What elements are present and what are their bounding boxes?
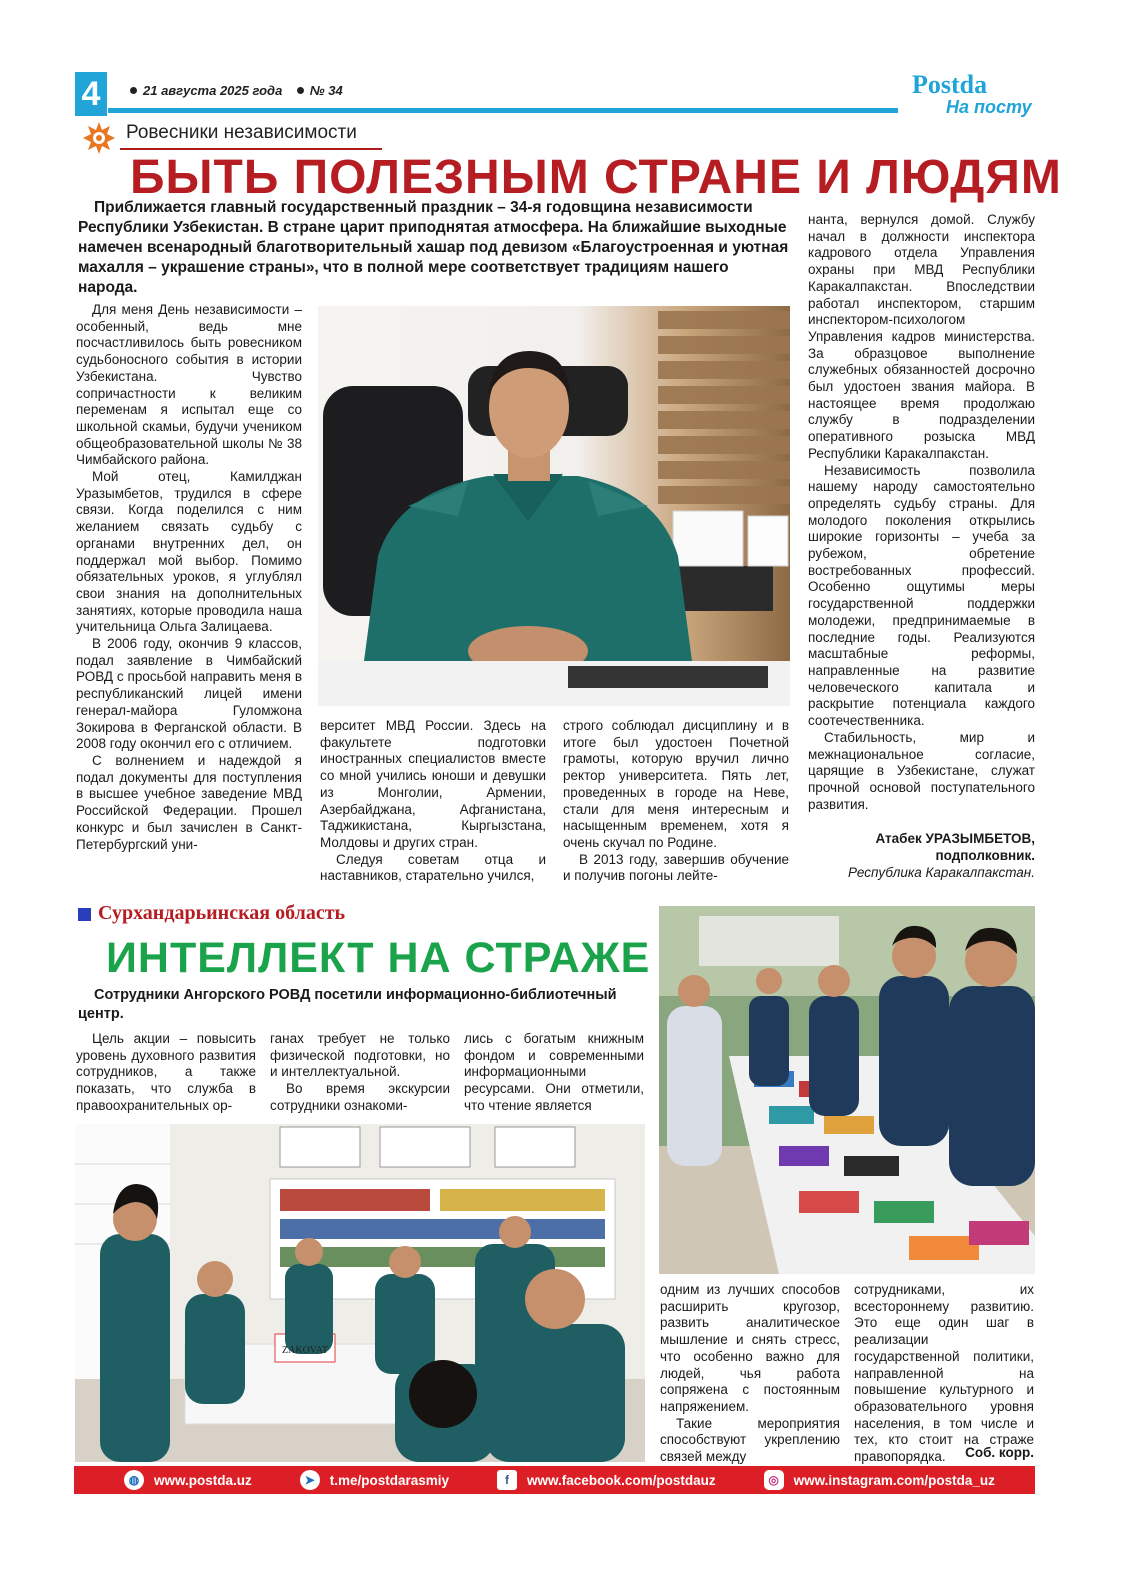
library-meeting-photo [75,1124,645,1462]
book-exhibition-photo [659,906,1035,1274]
paragraph: Для меня День независимости – особенный, ведь мне посчастливилось быть ровесником судьбоносного события в истории Узбекистана. Чувство сопричастности к великим переменам я испытал еще со школьной скамьи, будучи учеником общеобразовательной школы № 38 Чимбайского района. [76,302,302,468]
globe-icon: ◍ [124,1470,144,1490]
issue-info [130,83,343,98]
article1-signature [808,830,1035,881]
article1-column-4 [808,212,1035,813]
author-region: Республика Каракалпакстан. [847,865,1035,880]
footer-website[interactable] [124,1470,252,1490]
issue-number: № 34 [309,83,343,98]
facebook-icon: f [497,1470,517,1490]
newspaper-logo [912,72,1042,116]
paragraph: нанта, вернулся домой. Службу начал в должности инспектора кадрового отдела Управления охраны при МВД Республики Каракалпакстан. Впоследствии работал инспектором, старшим инспектором-психологом Управления кадров министерства. За образцовое выполнение служебных обязанностей досрочно был удостоен звания майора. В настоящее время продолжаю службу в подразделении оперативного розыска МВД Республики Каракалпакстан. [808,212,1035,461]
paragraph: сотрудниками, их всестороннему развитию. Это еще один шаг в реализации государственной политики, направленной на повышение культурного и образовательного уровня населения, в том числе и тех, кто стоит на страже правопорядка. [854,1282,1034,1465]
footer-website-text: www.postda.uz [154,1472,252,1488]
footer-telegram[interactable] [300,1470,449,1490]
bullet-icon [297,87,304,94]
library-illustration [75,1124,645,1462]
author-rank: подполковник. [935,848,1035,863]
footer-instagram[interactable] [764,1470,995,1490]
paragraph: лись с богатым книжным фондом и современными информационными ресурсами. Они отметили, что чтение является [464,1031,644,1113]
paragraph: одним из лучших способов расширить кругозор, развить аналитическое мышление и снять стресс, что особенно важно для людей, чья работа сопряжена с постоянным напряжением. [660,1282,840,1414]
paragraph: В 2013 году, завершив обучение и получив погоны лейте- [563,851,789,884]
paragraph: Цель акции – повысить уровень духовного развития сотрудников, а также показать, что служба в правоохранительных ор- [76,1031,256,1113]
book-exhibition-illustration [659,906,1035,1274]
star-badge-icon [82,121,116,155]
logo-line2: На посту [946,97,1032,117]
paragraph: верситет МВД России. Здесь на факультете подготовки иностранных специалистов вместе со мной учились юноши и девушки из Монголии, Армении, Азербайджана, Афганистана, Таджикистана, Кыргызстана, Молдовы и других стран. [320,718,546,850]
article2-column-5 [854,1282,1034,1466]
paragraph: Стабильность, мир и межнациональное согласие, царящие в Узбекистане, служат прочной основой поступательного развития. [808,729,1035,812]
footer-facebook-text: www.facebook.com/postdauz [527,1472,716,1488]
article1-title: БЫТЬ ПОЛЕЗНЫМ СТРАНЕ И ЛЮДЯМ [130,151,1062,204]
article2-column-2 [270,1031,450,1115]
article1-column-2 [320,718,546,885]
instagram-icon: ◎ [764,1470,784,1490]
article2-column-4 [660,1282,840,1466]
footer-telegram-text: t.me/postdarasmiy [329,1472,450,1488]
rubric-square-icon [78,908,91,921]
article2-title: ИНТЕЛЛЕКТ НА СТРАЖЕ [106,934,651,982]
telegram-icon: ➤ [300,1470,320,1490]
article2-lead: Сотрудники Ангорского РОВД посетили информационно-библиотечный центр. [78,987,617,1022]
paragraph: Такие мероприятия способствуют укреплению связей между [660,1415,840,1465]
paragraph: Во время экскурсии сотрудники ознакоми- [270,1081,450,1113]
footer-facebook[interactable] [497,1470,716,1490]
footer-instagram-text: www.instagram.com/postda_uz [793,1472,995,1488]
header-rule [108,108,898,113]
officer-illustration [318,306,790,706]
bullet-icon [130,87,137,94]
article1-column-1 [76,302,302,853]
paragraph: Мой отец, Камилджан Уразымбетов, трудился в сфере связи. Когда поделился с ним желанием связать судьбу с органами внутренних дел, он поддержал мой выбор. Помимо обязательных уроков, я углублял свои знания на дополнительных занятиях, которые проводила наша учительница Ольга Залицаева. [76,469,302,635]
footer-bar [74,1466,1035,1494]
article2-column-3 [464,1031,644,1115]
officer-portrait-photo [318,306,790,706]
paragraph: С волнением и надеждой я подал документы для поступления в высшее учебное заведение МВД Российской Федерации. Прошел конкурс и был зачислен в Санкт-Петербургский уни- [76,752,302,852]
paragraph: строго соблюдал дисциплину и в итоге был удостоен Почетной грамоты, которую вручил лично ректор университета. Пять лет, проведенных в городе на Неве, стали для меня интересным и насыщенным временем, хотя я очень скучал по Родине. [563,718,789,850]
table-name-sign: ZAKOVAT [282,1345,328,1356]
paragraph: ганах требует не только физической подготовки, но и интеллектуальной. [270,1031,450,1080]
article2-rubric: Сурхандарьинская область [98,902,346,924]
rubric-label: Ровесники независимости [126,122,357,143]
article2-signature: Соб. корр. [965,1445,1034,1460]
page-number: 4 [75,72,107,116]
paragraph: В 2006 году, окончив 9 классов, подал заявление в Чимбайский РОВД с просьбой направить меня в республиканский лицей имени генерал-майора Гуломжона Зокирова в Ферганской области. В 2008 году окончил его с отличием. [76,636,302,752]
issue-date: 21 августа 2025 года [143,83,283,98]
logo-line1: Postda [912,70,988,99]
paragraph: Следуя советам отца и наставников, старательно учился, [320,851,546,884]
article1-column-3 [563,718,789,885]
author-name: Атабек УРАЗЫМБЕТОВ, [875,831,1035,846]
paragraph: Независимость позволила нашему народу самостоятельно определять судьбу страны. Для молодого поколения открылись широкие горизонты – учеба за рубежом, обретение востребованных профессий. Особенно ощутимы меры государственной поддержки молодежи, предпринимаемые в последние годы. Реализуются масштабные реформы, направленные на развитие человеческого капитала и раскрытие потенциала каждого соотечественника. [808,462,1035,729]
article1-lead: Приближается главный государственный праздник – 34-я годовщина независимости Республики Узбекистан. В стране царит приподнятая атмосфера. На ближайшие выходные намечен всенародный благотворительный хашар под девизом «Благоустроенная и уютная махалля – украшение страны», что в полной мере соответствует традициям нашего народа. [78,199,789,296]
article2-column-1 [76,1031,256,1115]
